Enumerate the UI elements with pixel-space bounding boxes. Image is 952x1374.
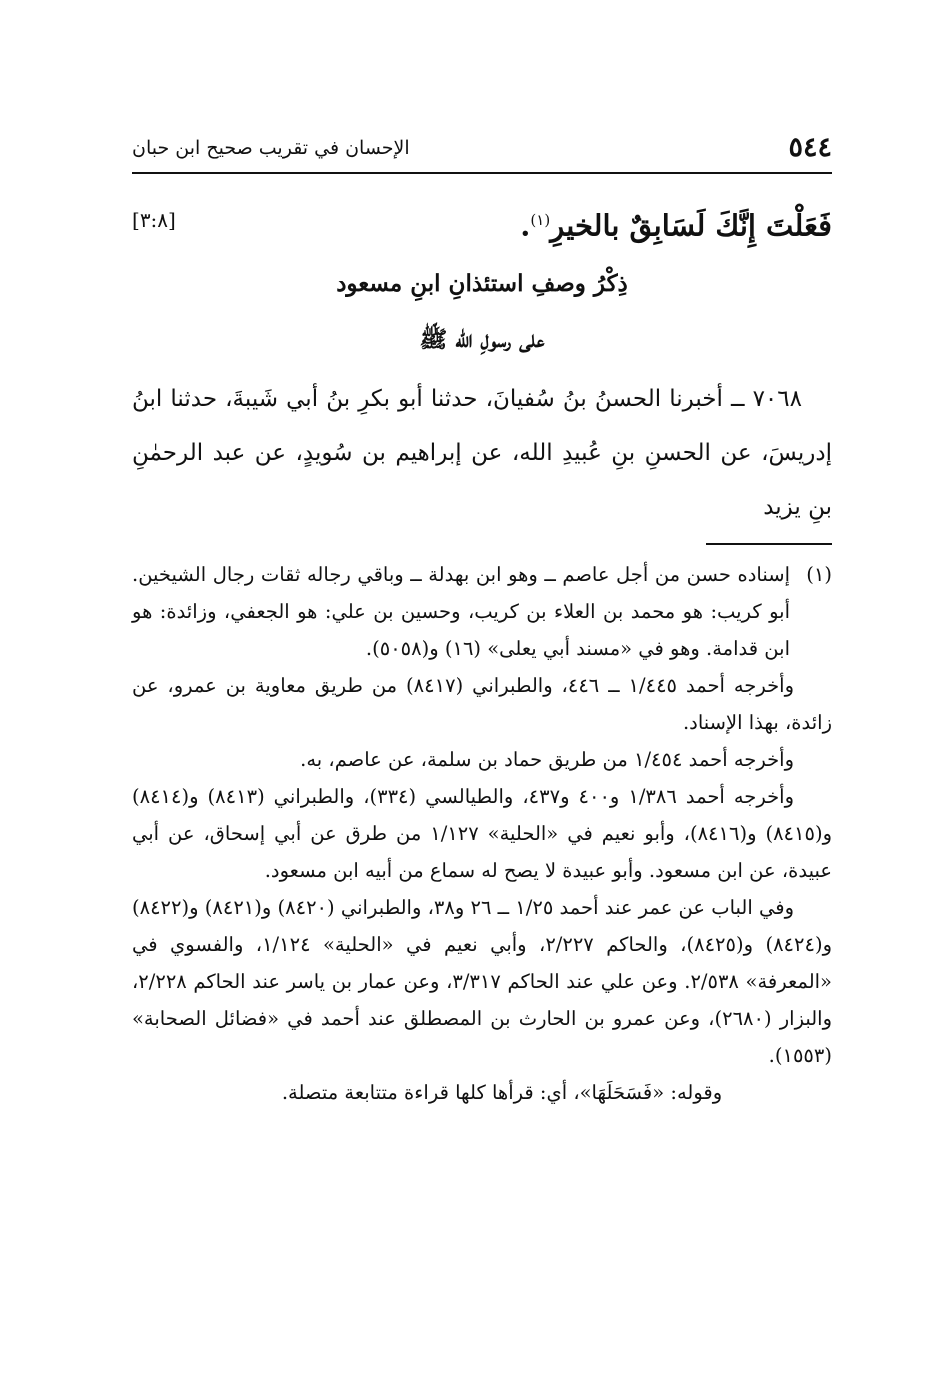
chapter-heading-line1: ذِكْرُ وصفِ استئذانِ ابنِ مسعود	[336, 270, 628, 297]
footnote-1	[132, 556, 832, 667]
reference-marker: [٣:٨]	[132, 208, 176, 232]
header-rule	[132, 172, 832, 174]
running-title: الإحسان في تقريب صحيح ابن حبان	[132, 137, 410, 159]
footnotes	[132, 556, 832, 1111]
page-number: ٥٤٤	[788, 132, 832, 163]
footnote-paragraph-6: وقوله: «فَسَحَلَهَا»، أي: قرأها كلها قراءة متتابعة متصلة.	[281, 1081, 723, 1104]
footnote-1-text: إسناده حسن من أجل عاصم ــ وهو ابن بهدلة ــ وباقي رجاله ثقات رجال الشيخين. أبو كريب: هو محمد بن العلاء بن كريب، وحسين بن علي: هو الجعفي، وزائدة: هو ابن قدامة. وهو في «مسند أبي يعلى» (١٦) و(٥٠٥٨).	[132, 563, 790, 660]
footnote-number: (١)	[806, 563, 832, 586]
footnote-paragraph-5: وفي الباب عن عمر عند أحمد ١/٢٥ ــ ٢٦ و٣٨، والطبراني (٨٤٢٠) و(٨٤٢١) و(٨٤٢٢) و(٨٤٢٤) و(٨٤٢٥)، والحاكم ٢/٢٢٧، وأبي نعيم في «الحلية» ١/١٢٤، والفسوي في «المعرفة» ٢/٥٣٨. وعن علي عند الحاكم ٣/٣١٧، وعن عمار بن ياسر عند الحاكم ٢/٢٢٨، والبزار (٢٦٨٠)، وعن عمرو بن الحارث بن المصطلق عند أحمد في «فضائل الصحابة» (١٥٥٣).	[132, 896, 833, 1067]
chapter-heading-line2: على رسولِ الله ﷺ	[419, 326, 545, 353]
page-header	[132, 128, 832, 168]
main-first-line	[132, 196, 832, 248]
footnote-paragraph-2: وأخرجه أحمد ١/٤٤٥ ــ ٤٤٦، والطبراني (٨٤١٧) من طريق معاوية بن عمرو، عن زائدة، بهذا الإسناد.	[132, 674, 832, 734]
hadith-ending	[520, 196, 832, 250]
footnote-rule	[706, 543, 832, 545]
footnote-marker: (١)	[530, 211, 551, 229]
hadith-ending-period: .	[520, 208, 531, 243]
hadith-text: ٧٠٦٨ ــ أخبرنا الحسنُ بنُ سُفيانَ، حدثنا أبو بكرِ بنُ أبي شَيبةَ، حدثنا ابنُ إدريسَ، عن الحسنِ بنِ عُبيدِ الله، عن إبراهيم بن سُويدٍ، عن عبد الرحمٰنِ بنِ يزيد	[132, 386, 832, 520]
hadith-ending-text: فَعَلْتَ إِنَّكَ لَسَابِقٌ بالخيرِ	[550, 208, 832, 243]
footnote-paragraph-4: وأخرجه أحمد ١/٣٨٦ و٤٠٠ و٤٣٧، والطيالسي (٣٣٤)، والطبراني (٨٤١٣) و(٨٤١٤) و(٨٤١٥) و(٨٤١٦)، وأبو نعيم في «الحلية» ١/١٢٧ من طرق عن أبي إسحاق، عن أبي عبيدة، عن ابن مسعود. وأبو عبيدة لا يصح له سماع من أبيه ابن مسعود.	[132, 785, 832, 882]
footnote-paragraph-3: وأخرجه أحمد ١/٤٥٤ من طريق حماد بن سلمة، عن عاصم، به.	[300, 748, 794, 771]
